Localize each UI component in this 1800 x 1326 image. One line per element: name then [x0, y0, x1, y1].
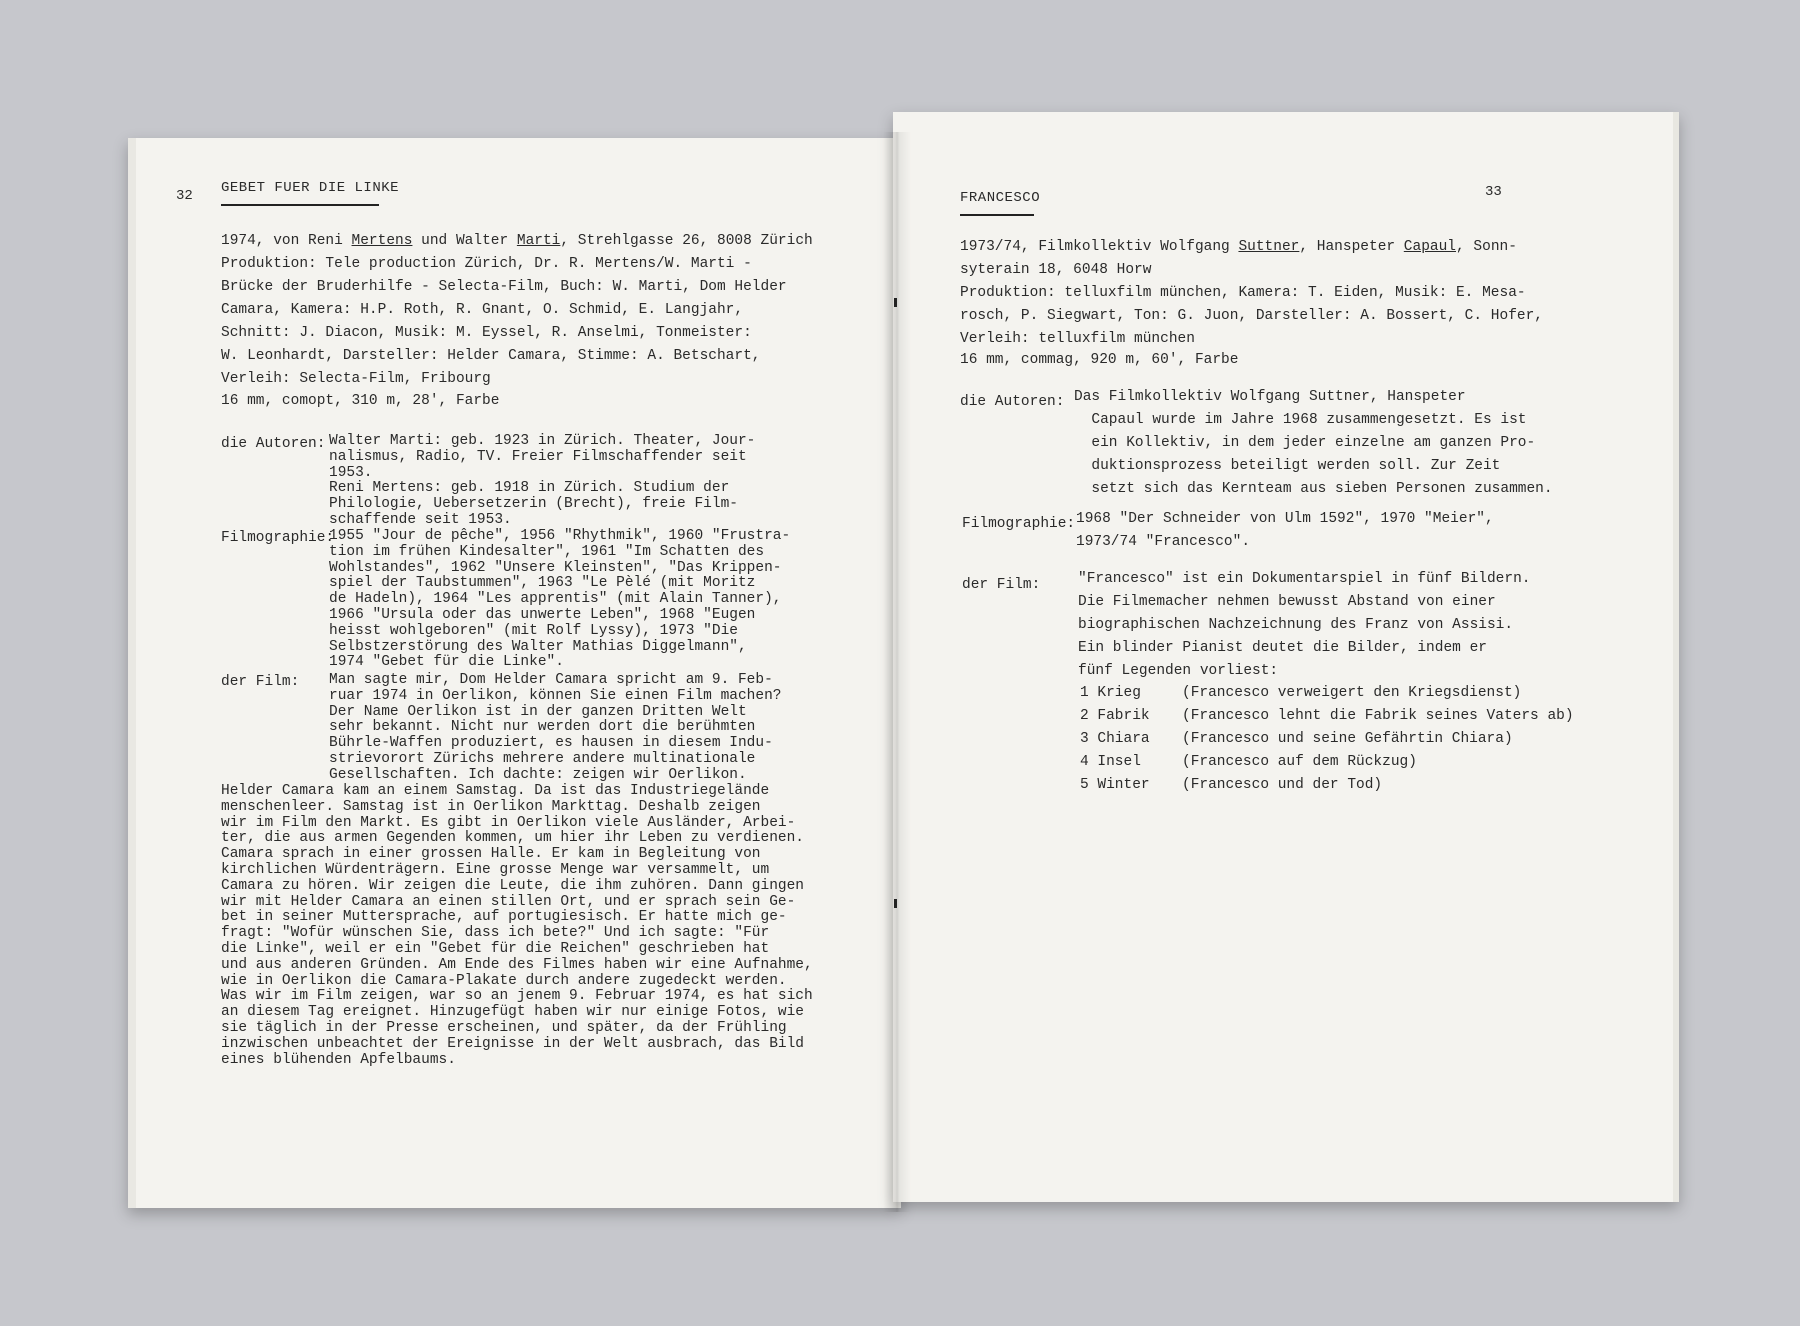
credits-text: Verleih: Selecta-Film, Fribourg — [221, 371, 491, 387]
credits-text: Schnitt: J. Diacon, Musik: M. Eyssel, R. Anselmi, Tonmeister: — [221, 325, 752, 341]
running-head: GEBET FUER DIE LINKE — [221, 180, 400, 196]
book-gutter — [883, 132, 911, 1212]
legend-number: 1 Krieg — [1080, 685, 1141, 701]
filmography-label: Filmographie: — [962, 516, 1076, 532]
film-label: der Film: — [221, 674, 300, 690]
filmography-label: Filmographie: — [221, 530, 335, 546]
credits-text: syterain 18, 6048 Horw — [960, 262, 1152, 278]
credits-text: rosch, P. Siegwart, Ton: G. Juon, Darsteller: A. Bossert, C. Hofer, — [960, 308, 1543, 324]
credits-text: , Strehlgasse 26, 8008 Zürich — [560, 233, 813, 249]
authors-label: die Autoren: — [960, 394, 1065, 410]
legend-description: (Francesco und der Tod) — [1182, 777, 1383, 793]
authors-text: Das Filmkollektiv Wolfgang Suttner, Hanspeter Capaul wurde im Jahre 1968 zusammengesetzt. Es ist ein Kollektiv, in dem jeder einzelne am ganzen Pro- duktionsprozess beteiligt werden soll. Zur Zeit setzt sich das Kernteam aus sieben Personen zusammen. — [1074, 389, 1553, 497]
running-head: FRANCESCO — [960, 190, 1041, 206]
page-number: 33 — [1485, 184, 1502, 200]
right-page — [893, 112, 1679, 1202]
credits-line — [960, 236, 1543, 259]
credits-text: Brücke der Bruderhilfe - Selecta-Film, Buch: W. Marti, Dom Helder — [221, 279, 787, 295]
legend-description: (Francesco verweigert den Kriegsdienst) — [1182, 685, 1522, 701]
underlined-name: Capaul — [1403, 239, 1457, 255]
credits-line — [960, 282, 1543, 305]
format-line: 16 mm, commag, 920 m, 60', Farbe — [960, 352, 1239, 368]
film-text-full: Helder Camara kam an einem Samstag. Da ist das Industriegelände menschenleer. Samstag ist in Oerlikon Markttag. Deshalb zeigen wir im Film den Markt. Es gibt in Oerlikon viele Ausländer, Arbei- ter, die aus armen Gegenden kommen, um hier ihr Leben zu verdienen. Camara sprach in einer grossen Halle. Er kam in Begleitung von kirchlichen Würdenträgern. Eine grosse Menge war versammelt, um Camara zu hören. Wir zeigen die Leute, die ihm zuhören. Dann gingen wir mit Helder Camara an einen stillen Ort, und er sprach sein Ge- bet in seiner Muttersprache, auf portugiesisch. Er hatte mich ge- fragt: "Wofür wünschen Sie, dass ich bete?" Und ich sagte: "Für die Linke", weil er ein "Gebet für die Reichen" geschrieben hat und aus anderen Gründen. Am Ende des Filmes haben wir eine Aufnahme, wie in Oerlikon die Camara-Plakate durch andere zugedeckt werden. Was wir im Film zeigen, war so an jenem 9. Februar 1974, es hat sich an diesem Tag ereignet. Hinzugefügt haben wir nur einige Fotos, wie sie täglich in der Presse erscheinen, und später, da der Frühling inzwischen unbeachtet der Ereignisse in der Welt ausbrach, das Bild eines blühenden Apfelbaums. — [221, 783, 813, 1068]
underlined-name: Mertens — [351, 233, 413, 249]
credits-text: , Hanspeter — [1299, 239, 1404, 255]
film-label: der Film: — [962, 577, 1041, 593]
running-head-rule — [960, 214, 1034, 216]
legend-item — [1080, 682, 1574, 705]
credits-line — [960, 328, 1543, 351]
credits-line — [221, 299, 813, 322]
staple — [894, 298, 897, 307]
legend-item — [1080, 705, 1574, 728]
legend-list — [1080, 682, 1574, 797]
underlined-name: Suttner — [1238, 239, 1300, 255]
legend-number: 2 Fabrik — [1080, 708, 1150, 724]
credits-text: Produktion: Tele production Zürich, Dr. R. Mertens/W. Marti - — [221, 256, 752, 272]
legend-description: (Francesco und seine Gefährtin Chiara) — [1182, 731, 1513, 747]
open-booklet — [128, 112, 1688, 1212]
authors-label: die Autoren: — [221, 436, 326, 452]
credits-text: Produktion: telluxfilm münchen, Kamera: T. Eiden, Musik: E. Mesa- — [960, 285, 1526, 301]
legend-description: (Francesco auf dem Rückzug) — [1182, 754, 1417, 770]
legend-item — [1080, 728, 1574, 751]
credits-text: und Walter — [412, 233, 517, 249]
staple — [894, 899, 897, 908]
filmography-text: 1955 "Jour de pêche", 1956 "Rhythmik", 1960 "Frustra- tion im frühen Kindesalter", 1961 "Im Schatten des Wohlstandes", 1962 "Unsere Kleinsten", "Das Krippen- spiel der Taubstummen", 1963 "Le Pèlé (mit Moritz de Hadeln), 1964 "Les apprentis" (mit Alain Tanner), 1966 "Ursula oder das unwerte Leben", 1968 "Eugen heisst wohlgeboren" (mit Rolf Lyssy), 1973 "Die Selbstzerstörung des Walter Mathias Diggelmann", 1974 "Gebet für die Linke". — [329, 528, 791, 671]
format-line: 16 mm, comopt, 310 m, 28', Farbe — [221, 393, 500, 409]
credits-line — [221, 345, 813, 368]
credits-text: 1974, von Reni — [221, 233, 352, 249]
credits-line — [221, 253, 813, 276]
credits-block — [221, 230, 813, 391]
left-page — [128, 138, 901, 1208]
credits-text: 1973/74, Filmkollektiv Wolfgang — [960, 239, 1239, 255]
film-text-indented: Man sagte mir, Dom Helder Camara spricht am 9. Feb- ruar 1974 in Oerlikon, können Sie einen Film machen? Der Name Oerlikon ist in der ganzen Dritten Welt sehr bekannt. Nicht nur werden dort die berühmten Bührle-Waffen produziert, es hausen in diesem Indu- strievorort Zürichs mehrere andere multinationale Gesellschaften. Ich dachte: zeigen wir Oerlikon. — [329, 672, 782, 783]
credits-text: , Sonn- — [1456, 239, 1517, 255]
credits-text: Verleih: telluxfilm münchen — [960, 331, 1195, 347]
legend-item — [1080, 774, 1574, 797]
credits-line — [960, 305, 1543, 328]
legend-description: (Francesco lehnt die Fabrik seines Vaters ab) — [1182, 708, 1574, 724]
film-text: "Francesco" ist ein Dokumentarspiel in fünf Bildern. Die Filmemacher nehmen bewusst Abstand von einer biographischen Nachzeichnung des Franz von Assisi. Ein blinder Pianist deutet die Bilder, indem er fünf Legenden vorliest: — [1078, 571, 1531, 679]
credits-text: W. Leonhardt, Darsteller: Helder Camara, Stimme: A. Betschart, — [221, 348, 761, 364]
legend-number: 4 Insel — [1080, 754, 1141, 770]
legend-number: 5 Winter — [1080, 777, 1150, 793]
credits-block — [960, 236, 1543, 351]
underlined-name: Marti — [516, 233, 561, 249]
credits-line — [221, 322, 813, 345]
credits-line — [221, 276, 813, 299]
filmography-text: 1968 "Der Schneider von Ulm 1592", 1970 "Meier", 1973/74 "Francesco". — [1076, 511, 1494, 550]
credits-line — [221, 368, 813, 391]
authors-text: Walter Marti: geb. 1923 in Zürich. Theater, Jour- nalismus, Radio, TV. Freier Filmschaffender seit 1953. Reni Mertens: geb. 1918 in Zürich. Studium der Philologie, Uebersetzerin (Brecht), freie Film- schaffende seit 1953. — [329, 433, 756, 528]
credits-line — [960, 259, 1543, 282]
running-head-rule — [221, 204, 379, 206]
page-number: 32 — [176, 188, 193, 204]
credits-line — [221, 230, 813, 253]
legend-number: 3 Chiara — [1080, 731, 1150, 747]
credits-text: Camara, Kamera: H.P. Roth, R. Gnant, O. Schmid, E. Langjahr, — [221, 302, 744, 318]
legend-item — [1080, 751, 1574, 774]
